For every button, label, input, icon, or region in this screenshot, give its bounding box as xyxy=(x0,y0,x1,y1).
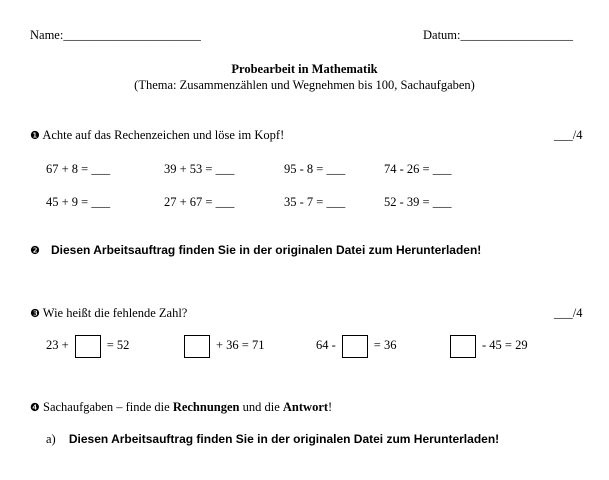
number-four-icon: ❹ xyxy=(30,401,40,414)
task3-eq2 xyxy=(178,333,264,358)
task1-r1-c3: 95 - 8 = ___ xyxy=(284,162,346,176)
task4-header xyxy=(30,400,332,415)
task2-text: Diesen Arbeitsauftrag finden Sie in der originalen Datei zum Herunterladen! xyxy=(51,243,482,257)
task1-r2-c1: 45 + 9 = ___ xyxy=(46,195,111,209)
answer-box-2[interactable] xyxy=(184,335,210,358)
number-one-icon: ❶ xyxy=(30,129,40,142)
page-subtitle: (Thema: Zusammenzählen und Wegnehmen bis 100, Sachaufgaben) xyxy=(134,78,475,92)
sub-a-text: Diesen Arbeitsauftrag finden Sie in der originalen Datei zum Herunterladen! xyxy=(68,432,500,446)
task1-instruction: Achte auf das Rechenzeichen und löse im Kopf! xyxy=(42,128,285,142)
task4-instruction-bold1: Rechnungen xyxy=(172,400,240,414)
sub-a-label: a) xyxy=(46,432,56,446)
task4-instruction-pre: Sachaufgaben – finde die xyxy=(43,400,173,414)
name-field-label: Name:______________________ xyxy=(30,28,201,42)
eq2-after: + 36 = 71 xyxy=(216,338,265,352)
task3-score: ___/4 xyxy=(554,306,583,320)
task1-r2-c3: 35 - 7 = ___ xyxy=(284,195,346,209)
eq1-after: = 52 xyxy=(106,338,130,352)
task4-instruction-post: ! xyxy=(328,400,333,414)
answer-box-1[interactable] xyxy=(75,335,101,358)
task2 xyxy=(30,243,481,258)
task4-sub-a xyxy=(46,432,499,447)
eq4-after: - 45 = 29 xyxy=(482,338,528,352)
task3-header xyxy=(30,306,187,321)
page-title: Probearbeit in Mathematik xyxy=(231,62,378,76)
eq3-before: 64 - xyxy=(316,338,336,352)
task1-r1-c1: 67 + 8 = ___ xyxy=(46,162,111,176)
number-three-icon: ❸ xyxy=(30,307,40,320)
answer-box-4[interactable] xyxy=(450,335,476,358)
task3-eq3 xyxy=(316,333,396,358)
task3-instruction: Wie heißt die fehlende Zahl? xyxy=(42,306,188,320)
task1-r2-c2: 27 + 67 = ___ xyxy=(164,195,235,209)
task1-r2-c4: 52 - 39 = ___ xyxy=(384,195,452,209)
task1-r1-c4: 74 - 26 = ___ xyxy=(384,162,452,176)
task4-instruction-mid: und die xyxy=(239,400,283,414)
number-two-icon: ❷ xyxy=(30,244,40,257)
date-field-label: Datum:__________________ xyxy=(423,28,573,42)
task1-r1-c2: 39 + 53 = ___ xyxy=(164,162,235,176)
eq1-before: 23 + xyxy=(46,338,69,352)
task1-score: ___/4 xyxy=(554,128,583,142)
task3-eq1 xyxy=(46,333,129,358)
task4-instruction-bold2: Antwort xyxy=(282,400,329,414)
eq3-after: = 36 xyxy=(373,338,397,352)
answer-box-3[interactable] xyxy=(342,335,368,358)
task1-header xyxy=(30,128,284,143)
task3-eq4 xyxy=(444,333,528,358)
